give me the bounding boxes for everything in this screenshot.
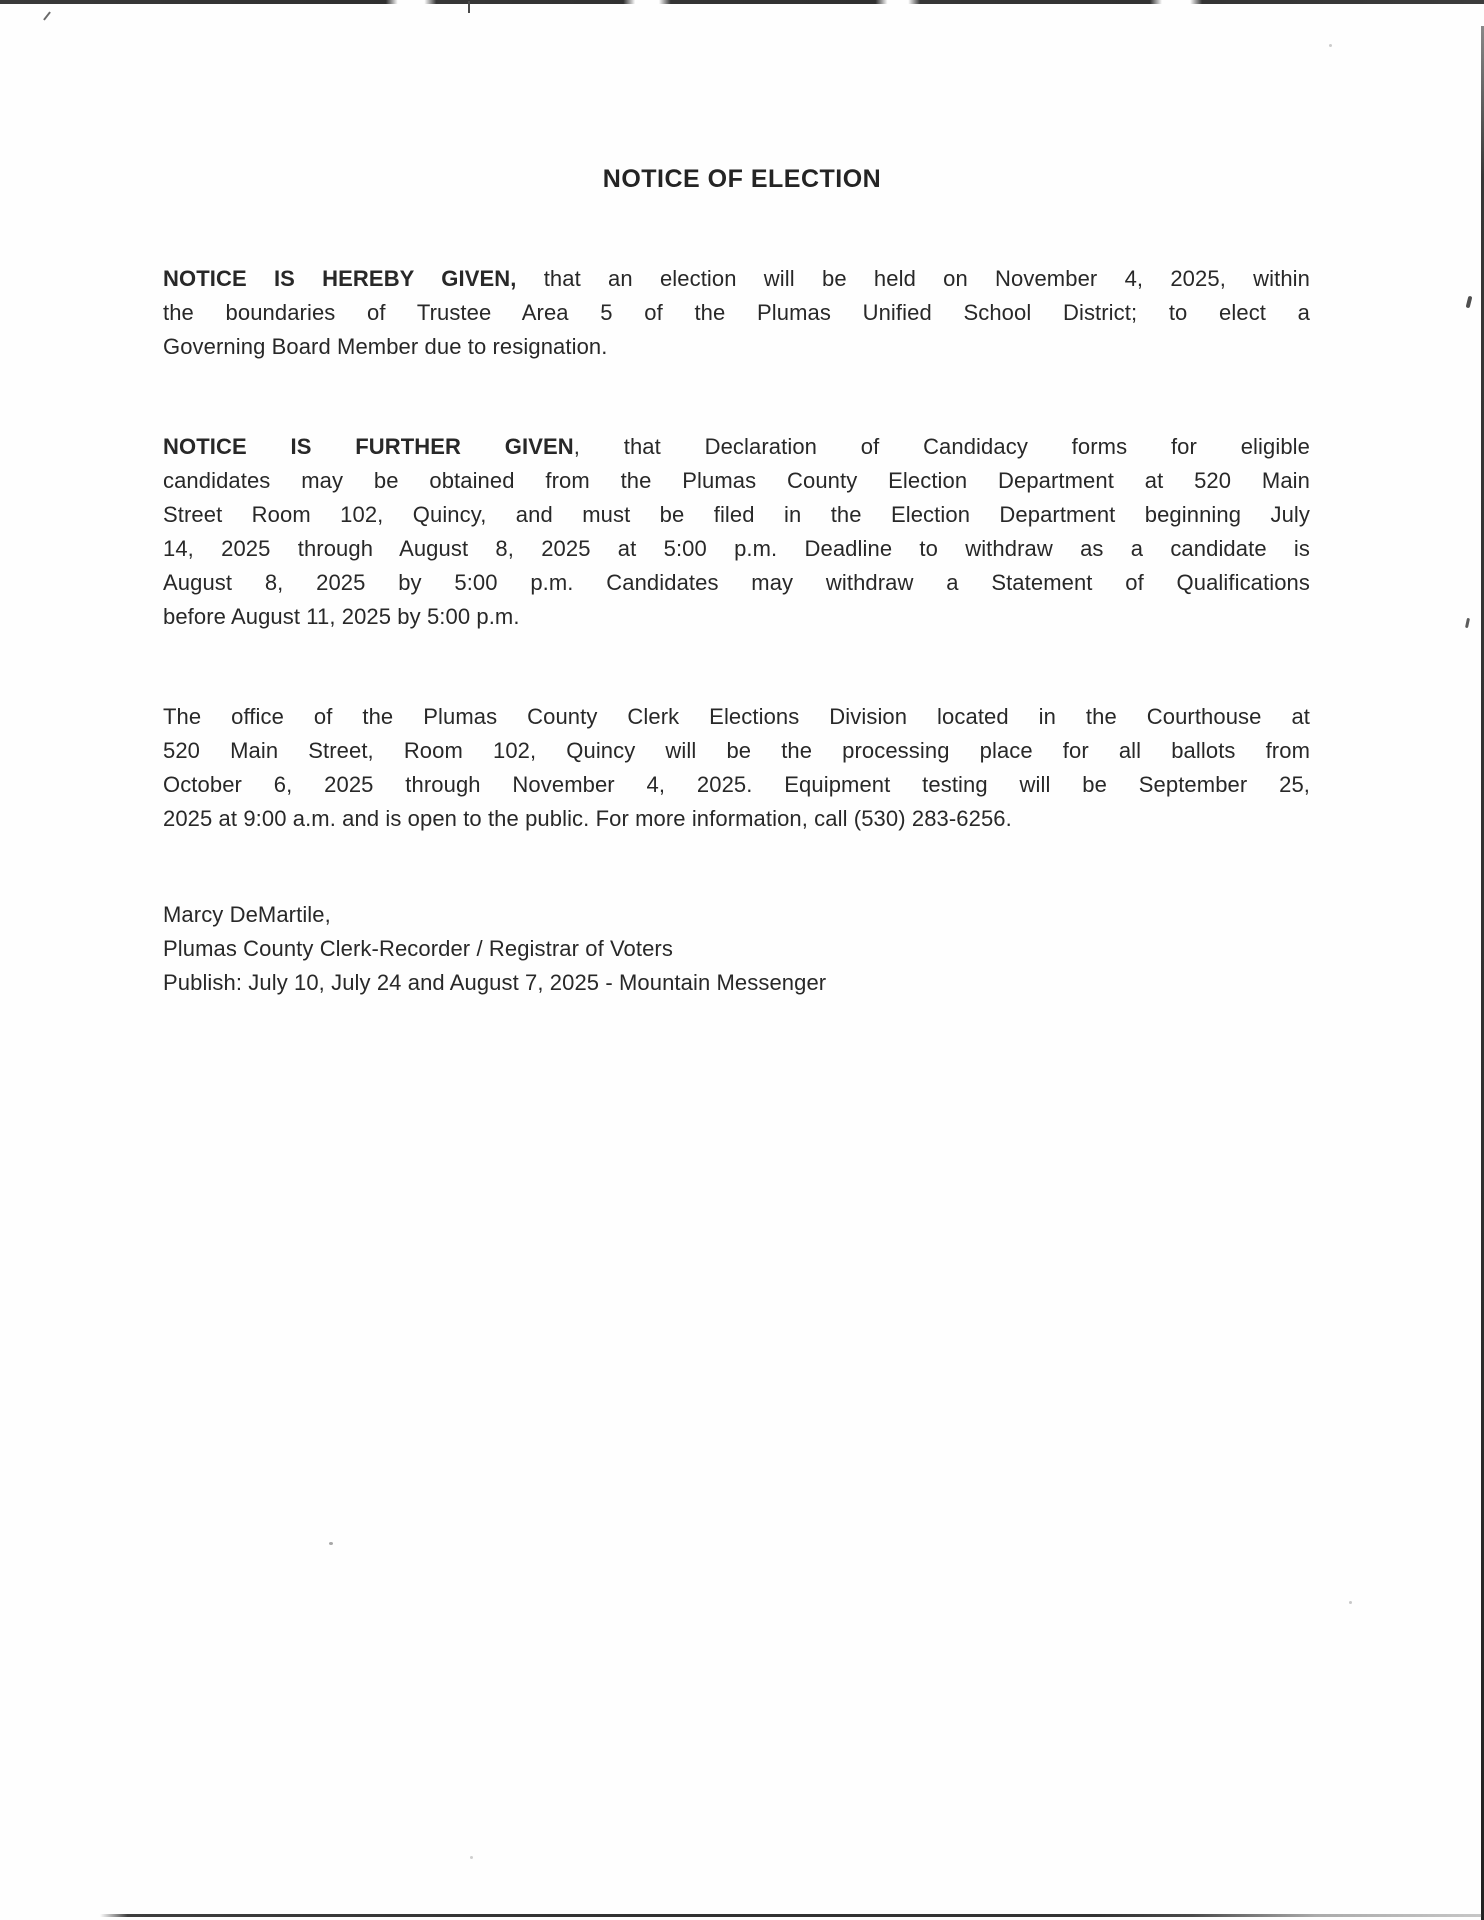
paragraph — [163, 700, 1310, 836]
paragraph-line: 14, 2025 through August 8, 2025 at 5:00 p.m. Deadline to withdraw as a candidate is — [163, 536, 1310, 561]
paragraph-line: Street Room 102, Quincy, and must be filed in the Election Department beginning July — [163, 502, 1310, 527]
paragraph-line: NOTICE IS FURTHER GIVEN, that Declaration of Candidacy forms for eligible — [163, 434, 1310, 459]
paragraph-line: candidates may be obtained from the Plumas County Election Department at 520 Main — [163, 468, 1310, 493]
notice-paragraphs — [163, 262, 1310, 836]
document-body — [163, 262, 1310, 1000]
scan-artifact-bottom-edge — [100, 1914, 1482, 1917]
paragraph-line: NOTICE IS HEREBY GIVEN, that an election will be held on November 4, 2025, within — [163, 266, 1310, 291]
scan-artifact-top-edge — [0, 0, 1484, 4]
paragraph-line: Governing Board Member due to resignation. — [163, 334, 608, 359]
paragraph-line: 520 Main Street, Room 102, Quincy will be the processing place for all ballots from — [163, 738, 1310, 763]
ink-speck — [468, 1, 470, 13]
bold-lead: NOTICE IS HEREBY GIVEN, — [163, 266, 517, 291]
signature-line: Plumas County Clerk-Recorder / Registrar of Voters — [163, 936, 673, 961]
paragraph-line: The office of the Plumas County Clerk Elections Division located in the Courthouse at — [163, 704, 1310, 729]
signature-line: Publish: July 10, July 24 and August 7, 2025 - Mountain Messenger — [163, 970, 827, 995]
paragraph — [163, 262, 1310, 364]
ink-speck — [329, 1542, 333, 1545]
ink-speck — [1329, 44, 1332, 47]
paragraph-line: before August 11, 2025 by 5:00 p.m. — [163, 604, 520, 629]
ink-speck — [1466, 296, 1473, 309]
ink-speck — [470, 1856, 473, 1859]
ink-speck — [43, 11, 51, 20]
paragraph-line: 2025 at 9:00 a.m. and is open to the public. For more information, call (530) 283-6256. — [163, 806, 1012, 831]
paragraph-line: August 8, 2025 by 5:00 p.m. Candidates may withdraw a Statement of Qualifications — [163, 570, 1310, 595]
document-title: NOTICE OF ELECTION — [602, 165, 882, 193]
paragraph-line: October 6, 2025 through November 4, 2025. Equipment testing will be September 25, — [163, 772, 1310, 797]
ink-speck — [1465, 618, 1470, 628]
paragraph-line: the boundaries of Trustee Area 5 of the Plumas Unified School District; to elect a — [163, 300, 1310, 325]
bold-lead: NOTICE IS FURTHER GIVEN — [163, 434, 574, 459]
signature-line: Marcy DeMartile, — [163, 902, 331, 927]
signature-block — [163, 898, 1310, 1000]
ink-speck — [1349, 1601, 1352, 1604]
paragraph — [163, 430, 1310, 634]
